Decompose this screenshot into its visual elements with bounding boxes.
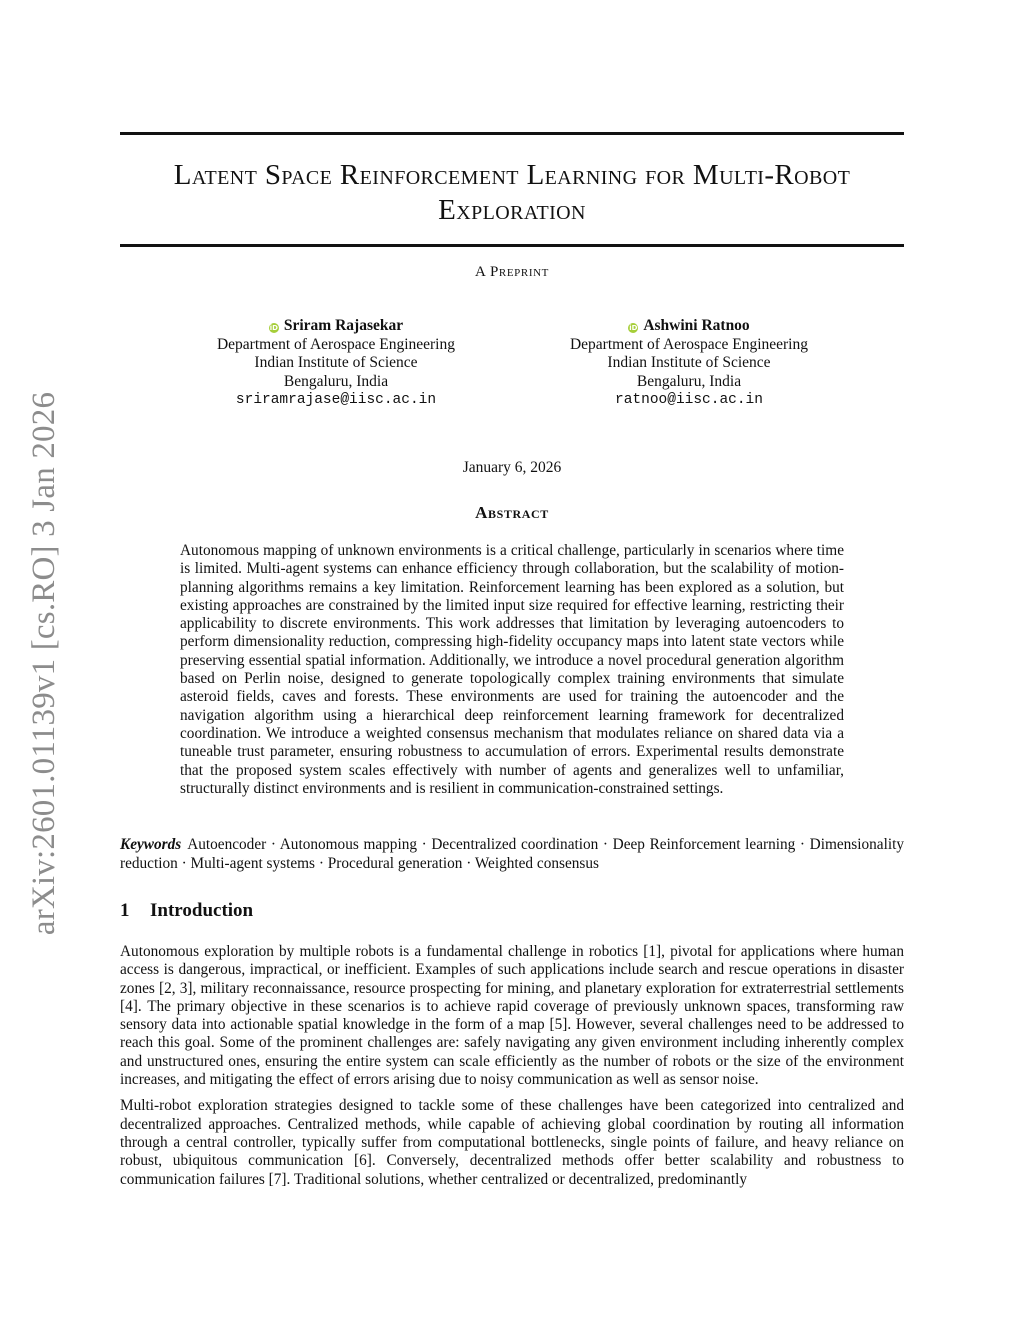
section-title: Introduction	[150, 900, 254, 921]
keywords-label: Keywords	[120, 836, 182, 853]
body-paragraph: Autonomous exploration by multiple robots is a fundamental challenge in robotics [1], pivotal for applications where human access is dangerous, impractical, or inefficient. Examples of such applications include search and rescue operations in disaster zones [2, 3], military reconnaissance, resource prospecting for mining, and planetary exploration for extraterrestrial settlements [4]. The primary objective in these scenarios is to achieve rapid coverage of previously unknown spaces, transforming raw sensory data into actionable spatial knowledge in the form of a map [5]. However, several challenges need to be addressed to reach this goal. Some of the prominent challenges are: safely navigating any given environment including inherently complex and unstructured ones, ensuring the entire system can scale efficiently as the number of robots or the size of the environment increases, and mitigating the effect of errors arising due to noisy communication as well as sensor noise.	[120, 943, 904, 1089]
abstract-heading: Abstract	[475, 503, 549, 522]
body-paragraph: Multi-robot exploration strategies designed to tackle some of these challenges have been categorized into centralized and decentralized approaches. Centralized methods, while capable of achieving global coordination by routing all information through a central controller, typically suffer from computational bottlenecks, single points of failure, and heavy reliance on robust, ubiquitous communication [6]. Conversely, decentralized methods offer better scalability and robustness to communication failures [7]. Traditional solutions, whether centralized or decentralized, predominantly	[120, 1097, 904, 1188]
title-bottom-rule	[120, 244, 904, 247]
arxiv-stamp[interactable]: arXiv:2601.01139v1 [cs.RO] 3 Jan 2026	[26, 391, 63, 935]
author-email[interactable]: ratnoo@iisc.ac.in	[615, 392, 763, 408]
author-department: Department of Aerospace Engineering	[216, 335, 455, 353]
author-location: Bengaluru, India	[283, 372, 389, 390]
author-name: Ashwini Ratnoo	[643, 317, 750, 334]
title-top-rule	[120, 132, 904, 135]
author-email[interactable]: sriramrajase@iisc.ac.in	[235, 392, 437, 408]
author-institute: Indian Institute of Science	[254, 354, 418, 371]
keywords	[120, 836, 904, 873]
orcid-icon[interactable]: iD	[629, 324, 638, 332]
author-name: Sriram Rajasekar	[283, 317, 404, 334]
author-institute: Indian Institute of Science	[607, 354, 771, 371]
body-text	[120, 943, 904, 1197]
orcid-icon[interactable]: iD	[269, 324, 278, 332]
author-department: Department of Aerospace Engineering	[569, 335, 808, 353]
arxiv-stamp-container	[14, 380, 76, 946]
preprint-label: A Preprint	[475, 264, 549, 280]
author-block-1	[176, 317, 496, 410]
section-number: 1	[120, 900, 130, 921]
section-heading	[120, 900, 904, 922]
paper-title: Latent Space Reinforcement Learning for Multi-Robot Exploration	[173, 159, 851, 226]
author-block-2	[529, 317, 849, 410]
keywords-list: Autoencoder · Autonomous mapping · Decentralized coordination · Deep Reinforcement learning · Dimensionality reduction · Multi-agent systems · Procedural generation · Weighted consensus	[120, 836, 904, 872]
abstract-text: Autonomous mapping of unknown environments is a critical challenge, particularly in scenarios where time is limited. Multi-agent systems can enhance efficiency through collaboration, but the scalability of motion-planning algorithms remains a key limitation. Reinforcement learning has been explored as a solution, but existing approaches are constrained by the limited input size required for effective learning, restricting their applicability to discrete environments. This work addresses that limitation by leveraging autoencoders to perform dimensionality reduction, compressing high-fidelity occupancy maps into latent state vectors while preserving essential spatial information. Additionally, we introduce a novel procedural generation algorithm based on Perlin noise, designed to generate topologically complex training environments that simulate asteroid fields, caves and forests. These environments are used for training the autoencoder and the navigation algorithm using a hierarchical deep reinforcement learning framework for decentralized coordination. We introduce a weighted consensus mechanism that modulates reliance on shared data via a tuneable trust parameter, ensuring robustness to accumulation of errors. Experimental results demonstrate that the proposed system scales effectively with number of agents and generalizes well to unfamiliar, structurally distinct environments and is resilient in communication-constrained settings.	[180, 542, 844, 797]
author-location: Bengaluru, India	[636, 372, 742, 390]
publication-date: January 6, 2026	[462, 459, 562, 476]
